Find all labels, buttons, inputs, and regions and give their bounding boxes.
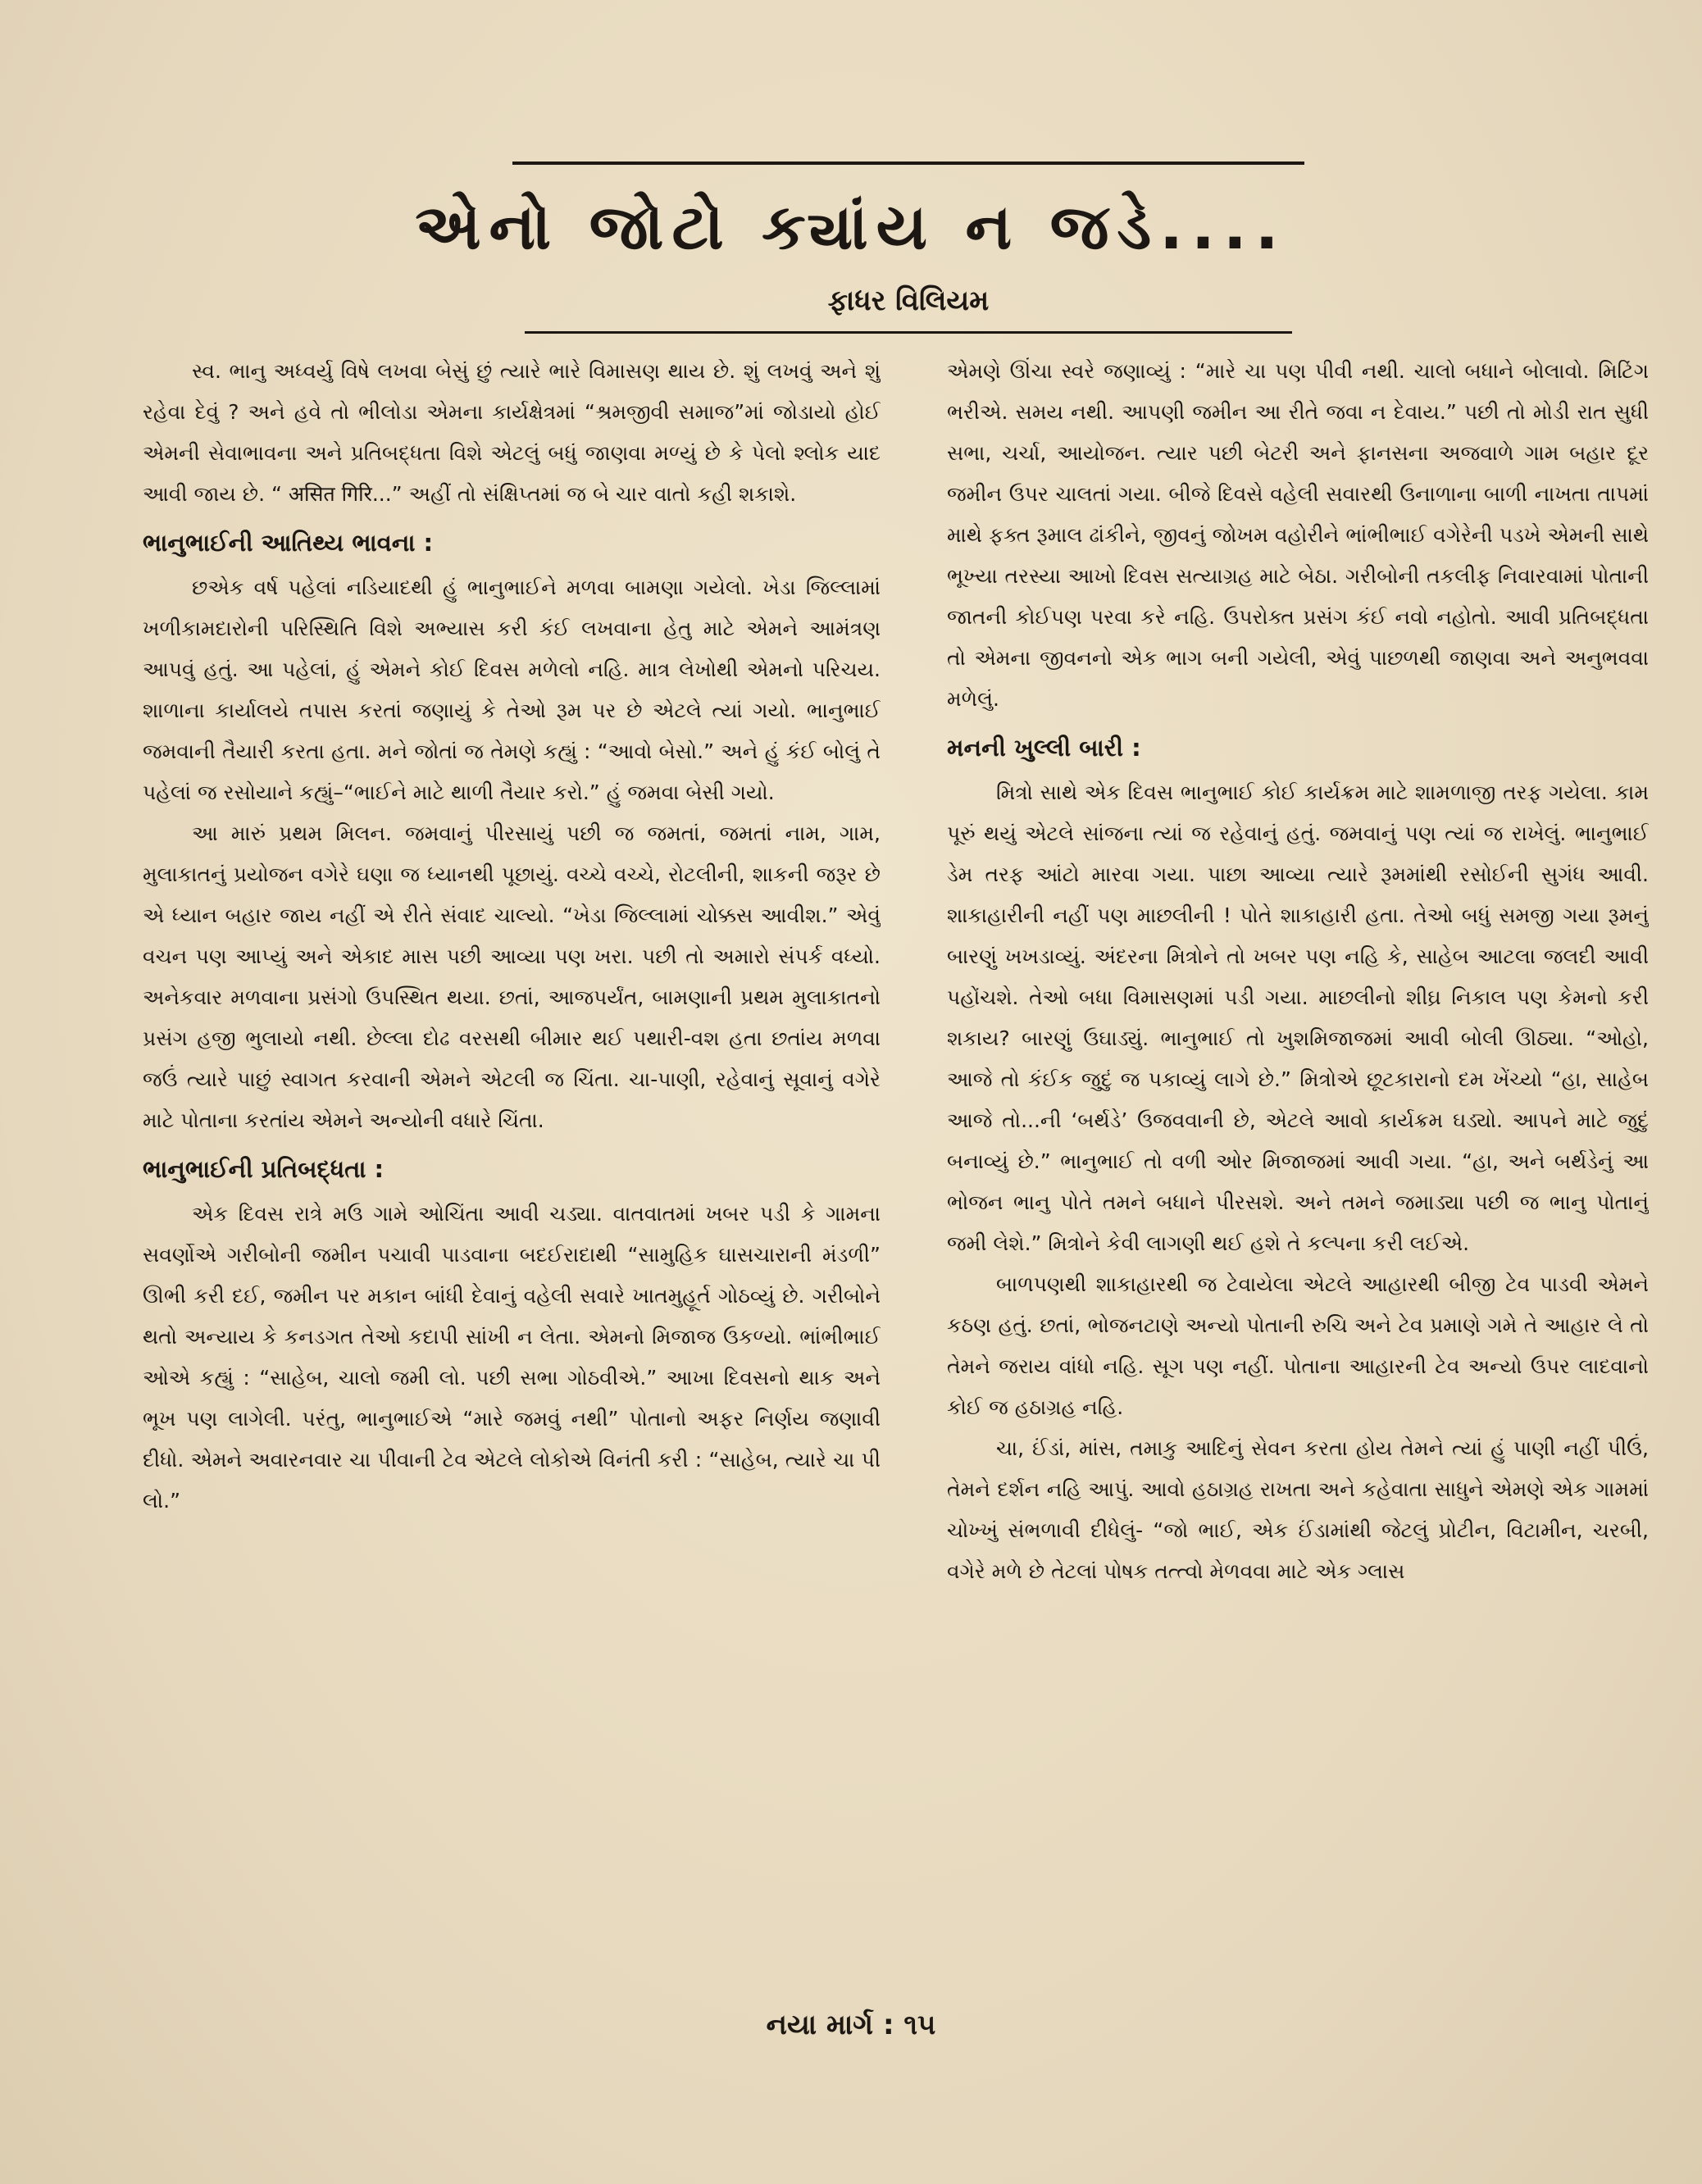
page-footer: નયા માર્ગ : ૧૫ [766,2009,936,2041]
paragraph: બાળપણથી શાકાહારથી જ ટેવાયેલા એટલે આહારથી બીજી ટેવ પાડવી એમને કઠણ હતું. છતાં, ભોજનટાણે અન્યો પોતાની રુચિ અને ટેવ પ્રમાણે ગમે તે આહાર લે તો તેમને જરાય વાંધો નહિ. સૂગ પણ નહીં. પોતાના આહારની ટેવ અન્યો ઉપર લાદવાનો કોઈ જ હઠાગ્રહ નહિ. [947,1272,1649,1419]
paragraph: ચા, ઈંડાં, માંસ, તમાકુ આદિનું સેવન કરતા હોય તેમને ત્યાં હું પાણી નહીં પીઉં, તેમને દર્શન નહિ આપું. આવો હઠાગ્રહ રાખતા અને કહેવાતા સાધુને એમણે એક ગામમાં ચોખ્ખું સંભળાવી દીધેલું- “જો ભાઈ, એક ઈંડામાંથી જેટલું પ્રોટીન, વિટામીન, ચરબી, વગેરે મળે છે તેટલાં પોષક તત્ત્વો મેળવવા માટે એક ગ્લાસ [947,1436,1649,1583]
byline-rule [525,331,1292,334]
article-title: એનો જોટો ક્યાંય ન જડે.... [415,190,1287,263]
paragraph: એક દિવસ રાત્રે મઉ ગામે ઓચિંતા આવી ચડ્યા. વાતવાતમાં ખબર પડી કે ગામના સવર્ણોએ ગરીબોની જમીન પચાવી પાડવાના બદઈરાદાથી “સામુહિક ઘાસચારાની મંડળી” ઊભી કરી દઈ, જમીન પર મકાન બાંધી દેવાનું વહેલી સવારે ખાતમુહૂર્ત ગોઠવ્યું છે. ગરીબોને થતો અન્યાય કે કનડગત તેઓ કદાપી સાંખી ન લેતા. એમનો મિજાજ ઉકળ્યો. ભાંભીભાઈ ઓએ કહ્યું : “સાહેબ, ચાલો જમી લો. પછી સભા ગોઠવીએ.” આખા દિવસનો થાક અને ભૂખ પણ લાગેલી. પરંતુ, ભાનુભાઈએ “મારે જમવું નથી” પોતાનો અફર નિર્ણય જણાવી દીધો. એમને અવારનવાર ચા પીવાની ટેવ એટલે લોકોએ વિનંતી કરી : “સાહેબ, ત્યારે ચા પી લો.” [143,1202,881,1513]
paragraph: છએક વર્ષ પહેલાં નડિયાદથી હું ભાનુભાઈને મળવા બામણા ગયેલો. ખેડા જિલ્લામાં ખળીકામદારોની પરિસ્થિતિ વિશે અભ્યાસ કરી કંઈ લખવાના હેતુ માટે એમને આમંત્રણ આપવું હતું. આ પહેલાં, હું એમને કોઈ દિવસ મળેલો નહિ. માત્ર લેખોથી એમનો પરિચય. શાળાના કાર્યાલયે તપાસ કરતાં જણાયું કે તેઓ રૂમ પર છે એટલે ત્યાં ગયો. ભાનુભાઈ જમવાની તૈયારી કરતા હતા. મને જોતાં જ તેમણે કહ્યું : “આવો બેસો.” અને હું કંઈ બોલું તે પહેલાં જ રસોયાને કહ્યું–“ભાઈને માટે થાળી તૈયાર કરો.” હું જમવા બેસી ગયો. [143,576,881,804]
article-author: ફાધર વિલિયમ [827,284,990,317]
paragraph: એમણે ઊંચા સ્વરે જણાવ્યું : “મારે ચા પણ પીવી નથી. ચાલો બધાને બોલાવો. મિટિંગ ભરીએ. સમય નથી. આપણી જમીન આ રીતે જવા ન દેવાય.” પછી તો મોડી રાત સુધી સભા, ચર્ચા, આયોજન. ત્યાર પછી બેટરી અને ફાનસના અજવાળે ગામ બહાર દૂર જમીન ઉપર ચાલતાં ગયા. બીજે દિવસે વહેલી સવારથી ઉનાળાના બાળી નાખતા તાપમાં માથે ફક્ત રૂમાલ ઢાંકીને, જીવનું જોખમ વહોરીને ભાંભીભાઈ વગેરેની પડખે એમની સાથે ભૂખ્યા તરસ્યા આખો દિવસ સત્યાગ્રહ માટે બેઠા. ગરીબોની તકલીફ નિવારવામાં પોતાની જાતની કોઈપણ પરવા કરે નહિ. ઉપરોક્ત પ્રસંગ કંઈ નવો નહોતો. આવી પ્રતિબદ્ધતા તો એમના જીવનનો એક ભાગ બની ગયેલી, એવું પાછળથી જાણવા અને અનુભવવા મળેલું. [947,359,1649,711]
section-heading-open-mind: મનની ખુલ્લી બારી : [947,734,1141,762]
paragraph: મિત્રો સાથે એક દિવસ ભાનુભાઈ કોઈ કાર્યક્રમ માટે શામળાજી તરફ ગયેલા. કામ પૂરું થયું એટલે સાંજના ત્યાં જ રહેવાનું હતું. જમવાનું પણ ત્યાં જ રાખેલું. ભાનુભાઈ ડેમ તરફ આંટો મારવા ગયા. પાછા આવ્યા ત્યારે રૂમમાંથી રસોઈની સુગંધ આવી. શાકાહારીની નહીં પણ માછલીની ! પોતે શાકાહારી હતા. તેઓ બધું સમજી ગયા રૂમનું બારણું ખખડાવ્યું. અંદરના મિત્રોને તો ખબર પણ નહિ કે, સાહેબ આટલા જલદી આવી પહોંચશે. તેઓ બધા વિમાસણમાં પડી ગયા. માછલીનો શીઘ્ર નિકાલ પણ કેમનો કરી શકાય? બારણું ઉઘાડ્યું. ભાનુભાઈ તો ખુશમિજાજમાં આવી બોલી ઊઠ્યા. “ઓહો, આજે તો કંઈક જુદું જ પકાવ્યું લાગે છે.” મિત્રોએ છૂટકારાનો દમ ખેંચ્યો “હા, સાહેબ આજે તો...ની ‘બર્થડે’ ઉજવવાની છે, એટલે આવો કાર્યક્રમ ઘડ્યો. આપને માટે જુદું બનાવ્યું છે.” ભાનુભાઈ તો વળી ઓર મિજાજમાં આવી ગયા. “હા, અને બર્થડેનું આ ભોજન ભાનુ પોતે તમને બધાને પીરસશે. અને તમને જમાડ્યા પછી જ ભાનુ પોતાનું જમી લેશે.” મિત્રોને કેવી લાગણી થઈ હશે તે કલ્પના કરી લઈએ. [947,780,1649,1255]
section-heading-commitment: ભાનુભાઈની પ્રતિબદ્ધતા : [143,1155,385,1183]
section-heading-hospitality: ભાનુભાઈની આતિથ્ય ભાવના : [143,529,434,557]
right-column [947,351,1649,1991]
paragraph: સ્વ. ભાનુ અધ્વર્યુ વિષે લખવા બેસું છું ત્યારે ભારે વિમાસણ થાય છે. શું લખવું અને શું રહેવા દેવું ? અને હવે તો ભીલોડા એમના કાર્યક્ષેત્રમાં “શ્રમજીવી સમાજ”માં જોડાયો હોઈ એમની સેવાભાવના અને પ્રતિબદ્ધતા વિશે એટલું બધું જાણવા મળ્યું છે કે પેલો શ્લોક યાદ આવી જાય છે. “ असित गिरि...” અહીં તો સંક્ષિપ્તમાં જ બે ચાર વાતો કહી શકાશે. [143,359,881,506]
left-column [143,351,881,1991]
paragraph: આ મારું પ્રથમ મિલન. જમવાનું પીરસાયું પછી જ જમતાં, જમતાં નામ, ગામ, મુલાકાતનું પ્રયોજન વગેરે ઘણા જ ધ્યાનથી પૂછાયું. વચ્ચે વચ્ચે, રોટલીની, શાકની જરૂર છે એ ધ્યાન બહાર જાય નહીં એ રીતે સંવાદ ચાલ્યો. “ખેડા જિલ્લામાં ચોક્કસ આવીશ.” એવું વચન પણ આપ્યું અને એકાદ માસ પછી આવ્યા પણ ખરા. પછી તો અમારો સંપર્ક વધ્યો. અનેકવાર મળવાના પ્રસંગો ઉપસ્થિત થયા. છતાં, આજપર્યંત, બામણાની પ્રથમ મુલાકાતનો પ્રસંગ હજી ભુલાયો નથી. છેલ્લા દોઢ વરસથી બીમાર થઈ પથારી-વશ હતા છતાંય મળવા જઉં ત્યારે પાછું સ્વાગત કરવાની એમને એટલી જ ચિંતા. ચા-પાણી, રહેવાનું સૂવાનું વગેરે માટે પોતાના કરતાંય એમને અન્યોની વધારે ચિંતા. [143,821,881,1132]
title-top-rule [512,162,1304,165]
